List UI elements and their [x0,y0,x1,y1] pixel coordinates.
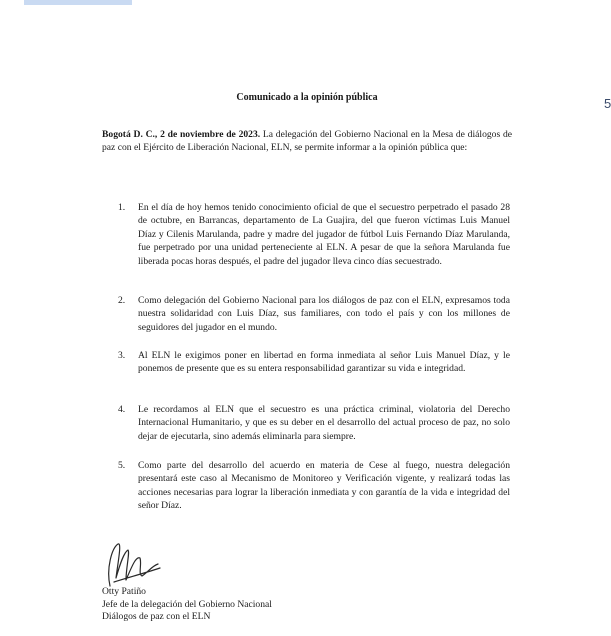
handwritten-signature [102,538,164,592]
signer-role: Jefe de la delegación del Gobierno Nacional [102,598,272,610]
intro-date-lead: Bogotá D. C., 2 de noviembre de 2023. [102,129,261,140]
list-item-text: En el día de hoy hemos tenido conocimiento oficial de que el secuestro perpetrado el pasado 28 de octubre, en Barrancas, departamento de La Guajira, del que fueron víctimas Luis Manuel Díaz y Cilenis Marulanda, padre y madre del jugador de fútbol Luis Fernando Díaz Marulanda, fue perpetrado por una unidad perteneciente al ELN. A pesar de que la señora Marulanda fue liberada pocas horas después, el padre del jugador lleva cinco días secuestrado. [138,202,510,267]
list-item-text: Como parte del desarrollo del acuerdo en materia de Cese al fuego, nuestra delegación presentará este caso al Mecanismo de Monitoreo y Verificación vigente, y realizará todas las acciones necesarias para lograr la liberación inmediata y con garantía de la vida e integridad del señor Díaz. [138,460,510,512]
signature-block [102,586,402,624]
list-item-number: 5. [118,460,126,471]
intro-paragraph [102,128,512,155]
signer-organization: Diálogos de paz con el ELN [102,611,211,623]
intro-text: La delegación del Gobierno Nacional en la Mesa de diálogos de paz con el Ejército de Liberación Nacional, ELN, se permite informar a la opinión pública que: [102,129,512,154]
communique-page [102,0,512,636]
list-item-number: 4. [118,404,126,415]
adjacent-page-fragment: 5 [604,96,611,111]
document-title: Comunicado a la opinión pública [236,92,378,103]
list-item-text: Como delegación del Gobierno Nacional para los diálogos de paz con el ELN, expresamos toda nuestra solidaridad con Luis Díaz, sus familiares, con todo el país y con los millones de seguidores del jugador en el mundo. [138,295,510,333]
list-item-text: Le recordamos al ELN que el secuestro es una práctica criminal, violatoria del Derecho Internacional Humanitario, y que es su deber en el desarrollo del actual proceso de paz, no solo dejar de ejecutarla, sino además eliminarla para siempre. [138,404,510,442]
list-item-number: 3. [118,350,126,361]
list-item-number: 1. [118,202,126,213]
list-item-text: Al ELN le exigimos poner en libertad en forma inmediata al señor Luis Manuel Díaz, y le ponemos de presente que es su entera responsabilidad garantizar su vida e integridad. [138,350,510,375]
signer-name: Otty Patiño [102,586,146,597]
list-item-number: 2. [118,295,126,306]
